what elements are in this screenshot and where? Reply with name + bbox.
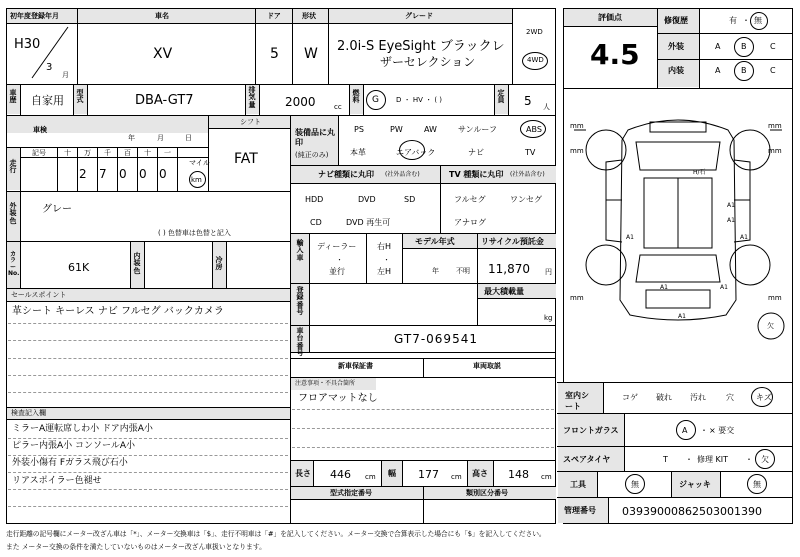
mileage-digit-0: 2: [79, 167, 87, 181]
mileage-digit-4: 0: [159, 167, 167, 181]
import-parallel: 並行: [329, 267, 345, 276]
caution-label: 注意事項・不具合箇所: [295, 380, 356, 387]
mileage-digit-1: 7: [99, 167, 107, 181]
reg-year-label: 初年度登録年月: [10, 12, 59, 20]
displacement-unit: cc: [334, 103, 342, 111]
windshield-note: × 要交: [709, 426, 735, 435]
repair-yes: 有: [729, 16, 737, 25]
mm-bl: mm: [570, 294, 584, 302]
equip-r1-3: サンルーフ: [458, 125, 497, 134]
drive-2wd: 2WD: [526, 28, 543, 36]
windshield-sep: ・: [700, 426, 708, 435]
reg-month: 3: [46, 62, 53, 73]
inspector-line-3: 外装小傷有 Fガラス飛び石小: [12, 458, 128, 468]
mileage-unit-2: 千: [104, 149, 111, 157]
doors-label: ドア: [267, 12, 281, 20]
color-no-label: カラーNo.: [8, 251, 20, 277]
reg-slash: [30, 25, 70, 80]
spare-label: スペアタイヤ: [563, 455, 611, 464]
spare-ketsu: 欠: [761, 455, 769, 464]
mark-h-ishi: H/石: [693, 169, 706, 176]
seat-kizu-circle: [751, 387, 773, 407]
mm-br: mm: [768, 294, 782, 302]
mileage-km: km: [191, 176, 202, 184]
color-value: グレー: [42, 204, 72, 215]
seat-item-2: 汚れ: [690, 393, 706, 402]
mgmt-label: 管理番号: [564, 506, 596, 515]
tv-sub: (社外品含む): [510, 171, 545, 178]
exterior-c: C: [770, 42, 776, 51]
import-right: 右H: [377, 242, 392, 251]
fuel-g: G: [372, 95, 379, 105]
recycle-value: 11,870: [488, 262, 530, 276]
displacement-label: 排気量: [248, 86, 256, 109]
equip-r2-1: エアバック: [396, 148, 436, 157]
mileage-label: 走行: [9, 159, 17, 175]
spare-ketsu-diagram: 欠: [767, 322, 774, 330]
car-name: XV: [153, 46, 173, 62]
grade-label: グレード: [405, 12, 433, 20]
inspector-line-2: ピラー内張A小 コンソールA小: [12, 441, 135, 451]
shift-value: FAT: [234, 151, 258, 167]
repair-label: 修復歴: [664, 16, 688, 25]
score-value: 4.5: [590, 38, 640, 71]
chassis-value: GT7-069541: [394, 332, 478, 346]
type-no-label: 型式指定番号: [330, 489, 372, 497]
repair-sep: ・: [742, 16, 750, 25]
seat-item-4: キズ: [756, 393, 772, 402]
mark-a1-3: A1: [626, 234, 634, 241]
import-label: 輸入車: [296, 239, 304, 262]
navi-item-4: DVD 再生可: [346, 218, 391, 227]
jack-label: ジャッキ: [679, 480, 711, 489]
interior-grade-b: B: [741, 66, 747, 75]
interior-grade-c: C: [770, 66, 776, 75]
reg-no-label: 登録番号: [296, 286, 304, 317]
mm-ml: mm: [570, 147, 584, 155]
color-label: 外装色: [9, 202, 17, 225]
equip-r2-2: ナビ: [468, 148, 484, 157]
car-name-label: 車名: [155, 12, 169, 20]
mark-a1-2: A1: [727, 217, 735, 224]
displacement-value: 2000: [285, 95, 316, 109]
car-damage-diagram: [566, 100, 790, 380]
inspection-day: 日: [185, 134, 192, 142]
length-unit: cm: [365, 473, 376, 481]
interior-grade-label: 内装: [668, 66, 684, 75]
max-load-unit: kg: [544, 314, 553, 322]
interior-grade-a: A: [715, 66, 721, 75]
navi-item-0: HDD: [305, 195, 324, 204]
length-label: 長さ: [295, 469, 311, 478]
mileage-unit-4: 十: [144, 149, 151, 157]
model-year-year: 年: [432, 267, 439, 275]
sales-points-label: セールスポイント: [11, 291, 67, 299]
navi-item-2: SD: [404, 195, 416, 204]
spare-t: T: [663, 455, 668, 464]
equip-r1-2: AW: [424, 125, 437, 134]
width-unit: cm: [451, 473, 462, 481]
model-year-unknown: 不明: [456, 267, 470, 275]
recycle-label: リサイクル預託金: [481, 237, 544, 246]
grade-line2: ザーセレクション: [380, 55, 476, 69]
width-value: 177: [418, 468, 439, 481]
inspection-month: 月: [157, 134, 164, 142]
inspector-line-4: リアスポイラー色褪せ: [12, 476, 102, 486]
equip-r1-4: ABS: [526, 125, 542, 134]
footer-line1: 走行距離の記号欄にメーター改ざん車は「*」、メーター交換車は「$」、走行不明車は「#」を記入してください。メーター交換で合算表示した場合にも「$」を記入してください。: [6, 530, 546, 538]
equip-r1-0: PS: [354, 125, 364, 134]
mark-a1-7: A1: [678, 313, 686, 320]
chassis-label: 車台番号: [296, 327, 304, 358]
shape-value: W: [304, 46, 318, 62]
tv-item-1: ワンセグ: [510, 195, 542, 204]
color-note: ( ) 色替車は色替と記入: [158, 229, 231, 237]
capacity-unit: 人: [543, 103, 550, 111]
capacity-label: 定員: [497, 89, 505, 105]
color-no-value: 61K: [68, 261, 90, 274]
drive-4wd: 4WD: [527, 56, 544, 64]
mileage-unit-5: 一: [164, 149, 171, 157]
seat-item-1: 破れ: [656, 393, 672, 402]
class-no-label: 類別区分番号: [466, 489, 508, 497]
usage-label: 車歴: [9, 89, 17, 105]
caution-text: フロアマットなし: [298, 393, 378, 404]
sales-points-text: 革シート キーレス ナビ フルセグ バックカメラ: [12, 306, 224, 317]
grade-line1: 2.0i-S EyeSight ブラックレ: [337, 39, 505, 54]
mileage-mile: マイル: [189, 159, 210, 167]
max-load-label: 最大積載量: [484, 287, 524, 296]
inspection-label: 車検: [33, 126, 47, 134]
mgmt-value: 0393900086250300139​0: [622, 505, 762, 518]
import-left: 左H: [377, 267, 392, 276]
tv-item-0: フルセグ: [454, 195, 486, 204]
mileage-unit-3: 百: [124, 149, 131, 157]
interior-color-label: 内装色: [133, 252, 141, 275]
mileage-mark-label: 記号: [32, 149, 46, 157]
score-label: 評価点: [598, 13, 622, 22]
exterior-b: B: [741, 42, 747, 51]
tools-label: 工具: [570, 480, 586, 489]
tv-label: TV 種類に丸印: [449, 170, 504, 179]
mark-a1-1: A1: [727, 202, 735, 209]
inspector-label: 検査記入欄: [11, 409, 46, 417]
ac-label: 冷房: [215, 256, 223, 272]
airbag-circle: [399, 140, 425, 160]
windshield-label: フロントガラス: [563, 426, 619, 435]
mm-tl: mm: [570, 122, 584, 130]
mark-a1-5: A1: [660, 284, 668, 291]
mark-a1-4: A1: [740, 234, 748, 241]
spare-kit: 修理 KIT: [697, 455, 729, 464]
reg-era: H30: [14, 37, 41, 52]
shift-label: シフト: [240, 118, 261, 126]
equip-r2-0: 本革: [350, 148, 366, 157]
exterior-a: A: [715, 42, 721, 51]
equipment-label: 装備品に丸印: [295, 128, 335, 147]
mm-mr: mm: [768, 147, 782, 155]
tv-item-2: アナログ: [454, 218, 486, 227]
mileage-digit-3: 0: [139, 167, 147, 181]
reg-month-unit: 月: [62, 71, 69, 79]
recycle-unit: 円: [545, 268, 552, 276]
height-label: 高さ: [472, 469, 488, 478]
windshield-a: A: [682, 426, 688, 435]
mileage-unit-1: 万: [84, 149, 91, 157]
warranty-label: 新車保証書: [338, 362, 373, 370]
mm-tr: mm: [768, 122, 782, 130]
tools-value: 無: [631, 480, 639, 489]
model-value: DBA-GT7: [135, 93, 194, 108]
shape-label: 形状: [302, 12, 316, 20]
mark-a1-6: A1: [720, 284, 728, 291]
repair-no: 無: [754, 16, 762, 25]
inspection-year: 年: [128, 134, 135, 142]
width-label: 幅: [388, 469, 396, 478]
manual-label: 車両取説: [473, 362, 501, 370]
footer-line2: また メーター交換の条件を満たしていないものはメーター改ざん車扱いとなります。: [6, 543, 266, 551]
seat-label: 室内シート: [565, 391, 589, 412]
seat-item-0: コゲ: [622, 393, 638, 402]
inspector-line-1: ミラーA運転席しわ小 ドア内張A小: [12, 424, 153, 434]
mileage-digit-2: 0: [119, 167, 127, 181]
import-dealer: ディーラー: [317, 242, 357, 251]
navi-item-3: CD: [310, 218, 322, 227]
length-value: 446: [330, 468, 351, 481]
height-unit: cm: [541, 473, 552, 481]
equipment-sub: (純正のみ): [295, 151, 329, 159]
model-label: 型式: [76, 89, 84, 105]
seat-item-3: 穴: [726, 393, 734, 402]
exterior-label: 外装: [668, 42, 684, 51]
navi-label: ナビ種類に丸印: [318, 170, 374, 179]
jack-value: 無: [753, 480, 761, 489]
model-year-label: モデル年式: [415, 237, 455, 246]
usage-value: 自家用: [31, 94, 64, 107]
fuel-others: D ・ HV ・ ( ): [396, 96, 443, 104]
abs-circle: [520, 120, 546, 138]
navi-sub: (社外品含む): [385, 171, 420, 178]
equip-r2-3: TV: [525, 148, 536, 157]
equip-r1-1: PW: [390, 125, 403, 134]
height-value: 148: [508, 468, 529, 481]
mileage-unit-0: 十: [64, 149, 71, 157]
doors-value: 5: [270, 46, 279, 62]
capacity-value: 5: [524, 94, 532, 108]
fuel-label: 燃料: [352, 89, 360, 105]
navi-item-1: DVD: [358, 195, 376, 204]
